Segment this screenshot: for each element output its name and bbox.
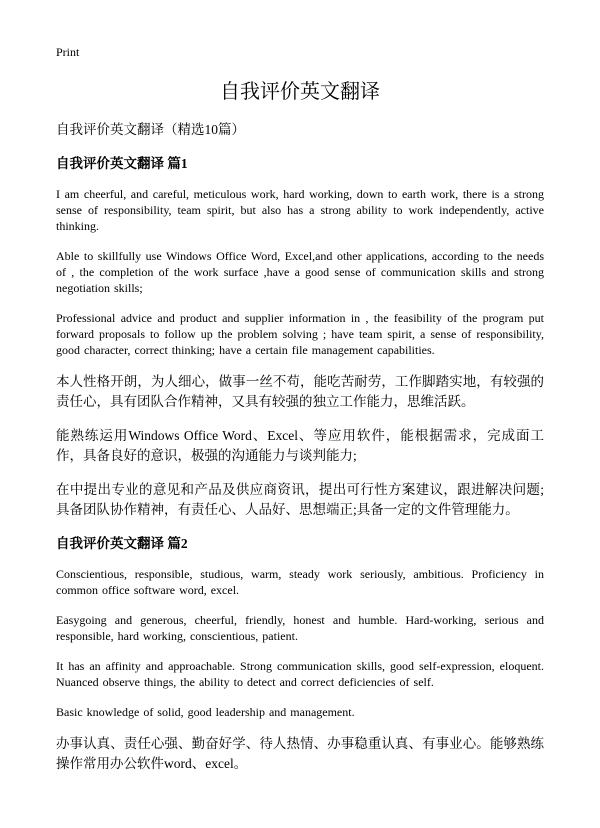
paragraph-english: It has an affinity and approachable. Strong communication skills, good self-expression, eloquent. Nuanced observe things, the ability to detect and correct deficiencies of self. (56, 659, 544, 689)
paragraph-english: Professional advice and product and supplier information in , the feasibility of the program put forward proposals to follow up the problem solving ; have team spirit, a sense of responsibility, good character, correct thinking; have a certain file management capabilities. (56, 311, 544, 357)
section-heading: 自我评价英文翻译 篇1 (56, 156, 188, 171)
paragraph-english: I am cheerful, and careful, meticulous work, hard working, down to earth work, there is a strong sense of responsibility, team spirit, but also has a strong ability to work independently, active thinking. (56, 187, 544, 233)
paragraph-english: Able to skillfully use Windows Office Word, Excel,and other applications, according to the needs of , the completion of the work surface ,have a good sense of communication skills and strong negotiation skills; (56, 249, 544, 295)
document-title: 自我评价英文翻译 (220, 81, 380, 103)
paragraph-chinese: 办事认真、责任心强、勤奋好学、待人热情、办事稳重认真、有事业心。能够熟练操作常用办公软件word、excel。 (56, 736, 544, 771)
paragraph-chinese: 本人性格开朗，为人细心，做事一丝不苟，能吃苦耐劳，工作脚踏实地，有较强的责任心，具有团队合作精神，又具有较强的独立工作能力，思维活跃。 (56, 374, 544, 409)
print-label: Print (56, 45, 80, 59)
paragraph-chinese: 在中提出专业的意见和产品及供应商资讯，提出可行性方案建议，跟进解决问题;具备团队协作精神，有责任心、人品好、思想端正;具备一定的文件管理能力。 (56, 482, 544, 517)
paragraph-chinese: 能熟练运用Windows Office Word、Excel、等应用软件，能根据需求，完成面工作，具备良好的意识，极强的沟通能力与谈判能力; (56, 428, 544, 463)
document-section (56, 534, 544, 774)
paragraph-english: Basic knowledge of solid, good leadership and management. (56, 705, 355, 719)
paragraph-english: Easygoing and generous, cheerful, friendly, honest and humble. Hard-working, serious and responsible, hard working, conscientious, patient. (56, 613, 544, 643)
document-section (56, 154, 544, 520)
document-body (56, 154, 544, 774)
document-subtitle: 自我评价英文翻译（精选10篇） (56, 122, 245, 137)
paragraph-english: Conscientious, responsible, studious, warm, steady work seriously, ambitious. Proficiency in common office software word, excel. (56, 567, 544, 597)
section-heading: 自我评价英文翻译 篇2 (56, 536, 188, 551)
